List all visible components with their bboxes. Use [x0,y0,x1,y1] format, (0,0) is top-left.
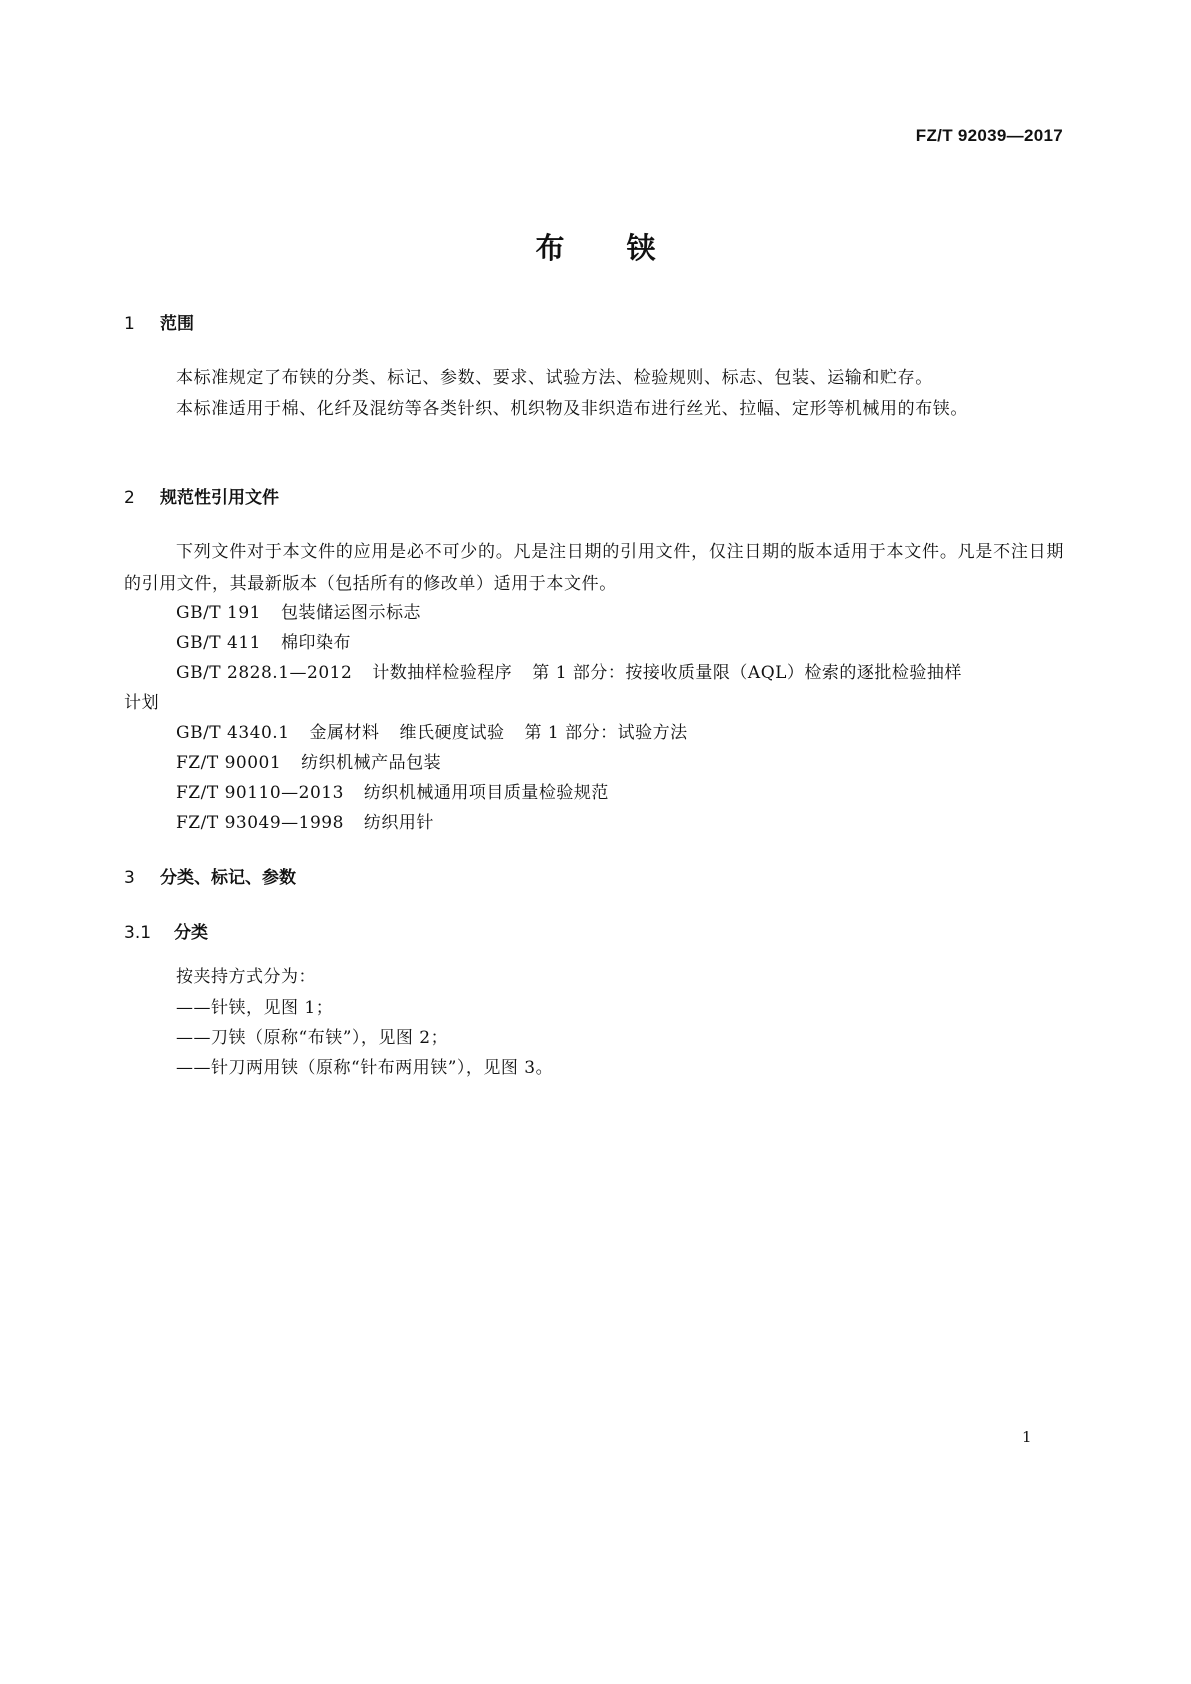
reference-title-part-2: 第 1 部分：按接收质量限（AQL）检索的逐批检验抽样 [532,663,962,683]
reference-title: 包装储运图示标志 [281,603,421,623]
title-char-1: 布 [535,231,565,265]
reference-item [176,807,434,839]
reference-code: FZ/T 90001 [176,753,282,773]
section-number: 2 [124,488,135,508]
section-title: 分类 [174,923,208,943]
reference-item [176,747,441,779]
page-number: 1 [1022,1428,1032,1446]
reference-code: GB/T 411 [176,633,261,653]
reference-item [176,597,421,629]
title-char-2: 铗 [626,231,656,265]
section-number: 3.1 [124,923,152,943]
section-number: 3 [124,868,135,888]
reference-item [176,717,688,749]
list-item: ——刀铗（原称“布铗”），见图 2； [176,1028,449,1048]
reference-title: 纺织机械产品包装 [301,753,442,773]
standard-id: FZ/T 92039—2017 [915,126,1063,145]
section-1-paragraph-1: 本标准规定了布铗的分类、标记、参数、要求、试验方法、检验规则、标志、包装、运输和贮存。 [176,368,933,388]
section-number: 1 [124,314,135,334]
reference-code: GB/T 4340.1 [176,723,290,743]
reference-title-part-3: 第 1 部分：试验方法 [524,723,688,743]
section-3-heading [124,863,296,888]
section-2-intro: 下列文件对于本文件的应用是必不可少的。凡是注日期的引用文件，仅注日期的版本适用于本文件。凡是不注日期的引用文件，其最新版本（包括所有的修改单）适用于本文件。 [124,542,1064,594]
reference-code: FZ/T 90110—2013 [176,783,344,803]
page-title [0,226,1191,267]
reference-title-part-2: 维氏硬度试验 [399,723,505,743]
reference-title: 纺织机械通用项目质量检验规范 [363,783,609,803]
reference-item [176,627,351,659]
section-2-heading [124,483,279,508]
classification-lead: 按夹持方式分为： [176,967,316,987]
section-3-1-heading [124,918,208,943]
reference-item [176,657,962,689]
list-item: ——针刀两用铗（原称“针布两用铗”），见图 3。 [176,1058,554,1078]
reference-title: 棉印染布 [281,633,351,653]
section-title: 规范性引用文件 [160,488,279,508]
reference-item [176,777,609,809]
list-item: ——针铗，见图 1； [176,998,334,1018]
section-1-paragraph-2: 本标准适用于棉、化纤及混纺等各类针织、机织物及非织造布进行丝光、拉幅、定形等机械用的布铗。 [176,399,968,419]
section-title: 范围 [160,314,194,334]
section-title: 分类、标记、参数 [160,868,296,888]
reference-code: FZ/T 93049—1998 [176,813,344,833]
reference-title: 纺织用针 [363,813,434,833]
reference-continuation: 计划 [124,693,160,713]
section-1-heading [124,309,194,334]
reference-title: 金属材料 [309,723,380,743]
reference-code: GB/T 191 [176,603,261,623]
reference-code: GB/T 2828.1—2012 [176,663,353,683]
reference-title: 计数抽样检验程序 [372,663,513,683]
